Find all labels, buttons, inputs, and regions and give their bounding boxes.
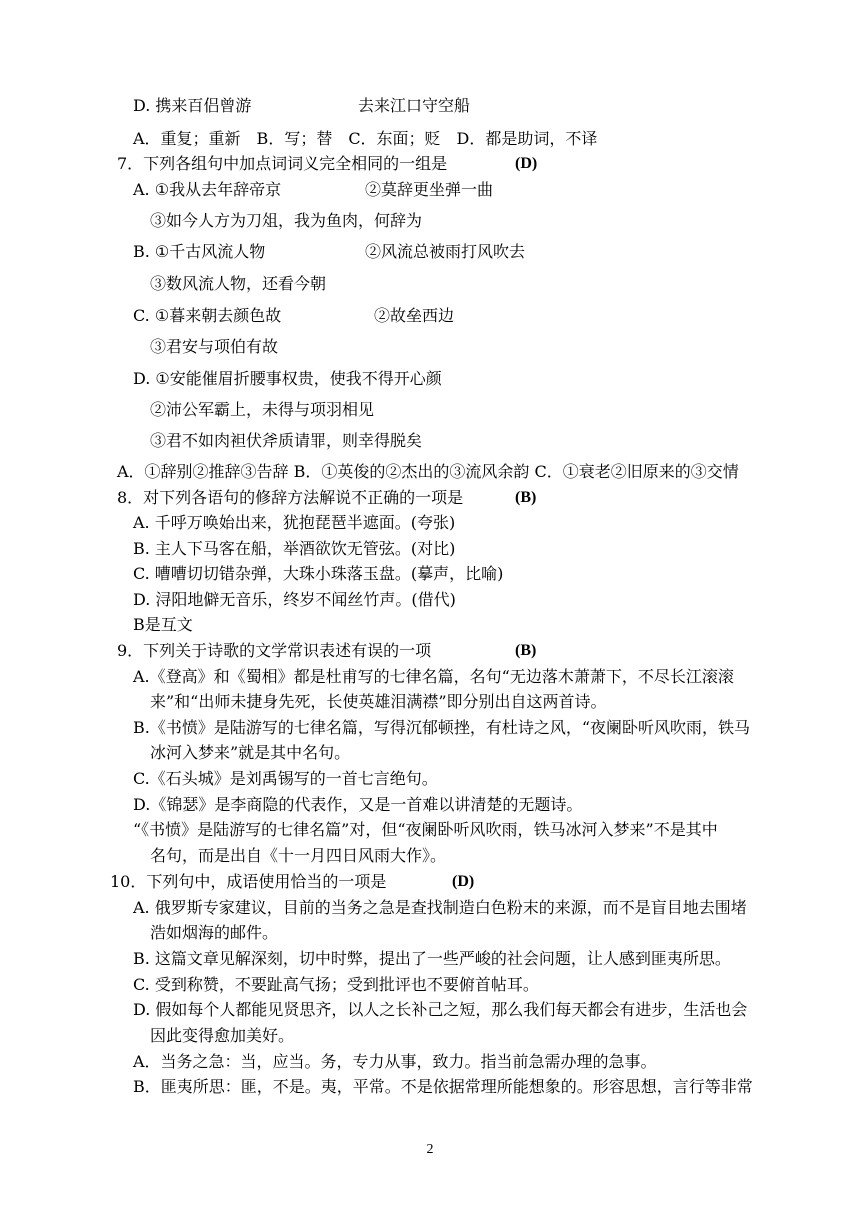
q10-option-a1: A. 俄罗斯专家建议，目前的当务之急是查找制造白色粉末的来源，而不是盲目地去围堵 — [133, 898, 747, 917]
q10-option-d1: D. 假如每个人都能见贤思齐，以人之长补己之短，那么我们每天都会有进步，生活也会 — [133, 1000, 748, 1019]
question-10: 10．下列句中，成语使用恰当的一项是 — [110, 872, 387, 891]
q8-option-d: D. 浔阳地僻无音乐，终岁不闻丝竹声。(借代) — [133, 590, 456, 609]
q8-option-b: B. 主人下马客在船，举酒欲饮无管弦。(对比) — [133, 539, 456, 558]
q9-option-a1: A.《登高》和《蜀相》都是杜甫写的七律名篇，名句“无边落木萧萧下，不尽长江滚滚 — [133, 667, 734, 686]
q7-option-c1: C. ①暮来朝去颜色故 — [133, 306, 282, 325]
answer-explanation: A．重复；重新 B．写；替 C．东面；贬 D．都是助词，不译 — [133, 129, 598, 148]
question-9: 9．下列关于诗歌的文学常识表述有误的一项 — [117, 641, 432, 660]
q10-option-b: B. 这篇文章见解深刻，切中时弊，提出了一些严峻的社会问题，让人感到匪夷所思。 — [133, 949, 731, 968]
question-9-answer: (B) — [515, 642, 537, 659]
q7-option-c2: ②故垒西边 — [374, 306, 455, 325]
q7-option-a3: ③如今人方为刀俎，我为鱼肉，何辞为 — [150, 211, 423, 230]
q7-option-b2: ②风流总被雨打风吹去 — [365, 242, 526, 261]
question-7-answer: (D) — [515, 155, 538, 172]
question-8-answer: (B) — [515, 489, 537, 506]
q7-option-c3: ③君安与项伯有故 — [150, 337, 279, 356]
q10-option-a2: 浩如烟海的邮件。 — [150, 923, 279, 942]
q7-option-b1: B. ①千古风流人物 — [133, 242, 266, 261]
question-10-answer: (D) — [452, 873, 475, 890]
q7-explanation: A．①辞别②推辞③告辞 B．①英俊的②杰出的③流风余韵 C．①衰老②旧原来的③交情 — [117, 462, 739, 481]
q10-option-d2: 因此变得愈加美好。 — [150, 1026, 295, 1045]
q10-explanation-a: A．当务之急：当，应当。务，专力从事，致力。指当前急需办理的急事。 — [133, 1052, 657, 1071]
q9-option-c: C.《石头城》是刘禹锡写的一首七言绝句。 — [133, 769, 438, 788]
q10-option-c: C. 受到称赞，不要趾高气扬；受到批评也不要俯首帖耳。 — [133, 975, 539, 994]
q9-option-d: D.《锦瑟》是李商隐的代表作，又是一首难以讲清楚的无题诗。 — [133, 795, 583, 814]
q7-option-d2: ②沛公军霸上，未得与项羽相见 — [150, 400, 375, 419]
q9-option-b1: B.《书愤》是陆游写的七律名篇，写得沉郁顿挫，有杜诗之风，“夜阑卧听风吹雨，铁马 — [133, 718, 751, 737]
q7-option-a1: A. ①我从去年辞帝京 — [133, 180, 282, 199]
q7-option-a2: ②莫辞更坐弹一曲 — [365, 180, 494, 199]
q10-explanation-b: B．匪夷所思：匪，不是。夷，平常。不是依据常理所能想象的。形容思想，言行等非常 — [133, 1077, 753, 1096]
q7-option-d3: ③君不如肉袒伏斧质请罪，则幸得脱矣 — [150, 431, 423, 450]
option-d-line: D. 携来百侣曾游 — [133, 96, 252, 115]
question-7: 7．下列各组句中加点词词义完全相同的一组是 — [117, 154, 448, 173]
q8-option-a: A. 千呼万唤始出来，犹抱琵琶半遮面。(夸张) — [133, 513, 456, 532]
q7-option-d1: D. ①安能催眉折腰事权贵，使我不得开心颜 — [133, 369, 442, 388]
page-number: 2 — [426, 1142, 434, 1157]
q9-option-a2: 来”和“出师未捷身先死，长使英雄泪满襟”即分别出自这两首诗。 — [150, 692, 607, 711]
q9-option-b2: 冰河入梦来”就是其中名句。 — [150, 743, 351, 762]
q9-explanation-1: “《书愤》是陆游写的七律名篇”对，但“夜阑卧听风吹雨，铁马冰河入梦来”不是其中 — [133, 820, 718, 839]
q7-option-b3: ③数风流人物，还看今朝 — [150, 274, 327, 293]
q8-explanation: B是互文 — [133, 615, 193, 634]
q9-explanation-2: 名句，而是出自《十一月四日风雨大作》。 — [150, 846, 447, 865]
question-8: 8．对下列各语句的修辞方法解说不正确的一项是 — [117, 488, 464, 507]
option-d-line-b: 去来江口守空船 — [358, 96, 471, 115]
q8-option-c: C. 嘈嘈切切错杂弹，大珠小珠落玉盘。(摹声，比喻) — [133, 564, 504, 583]
